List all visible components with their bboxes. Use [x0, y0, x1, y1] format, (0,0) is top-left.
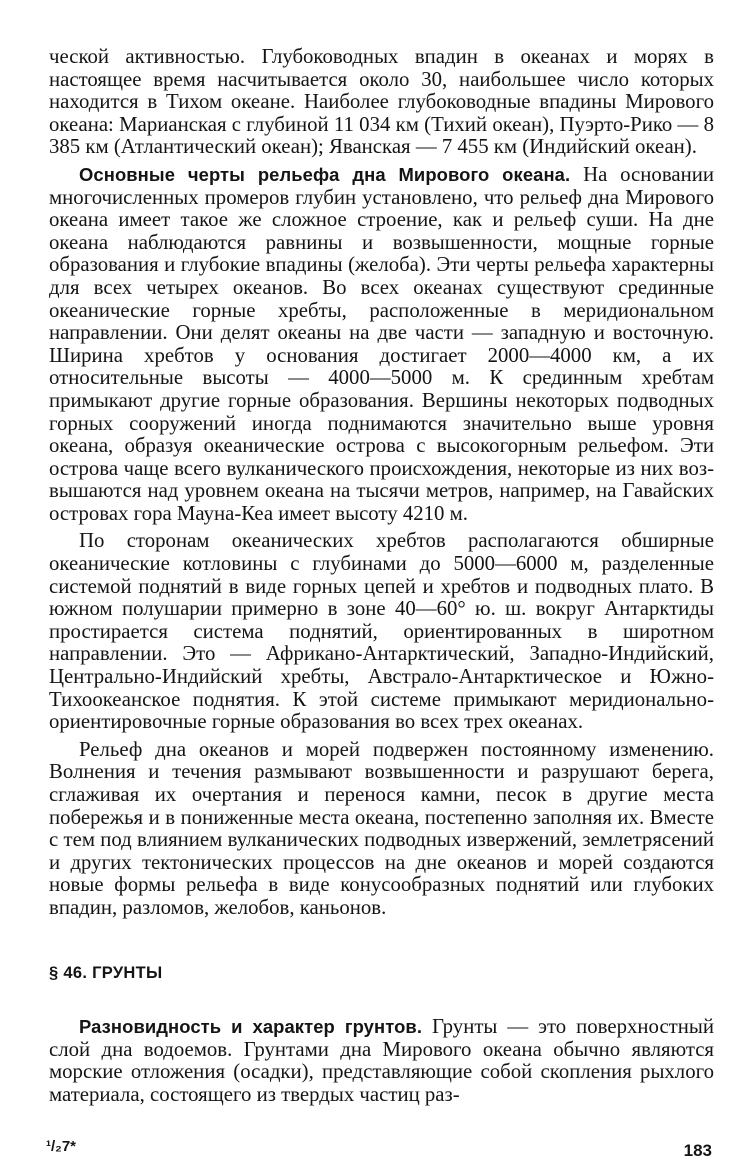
paragraph-lead-heading: Основные черты рельефа дна Мирового океана. [79, 163, 571, 185]
paragraph-soil-types [49, 1016, 714, 1106]
paragraph-text: ческой активностью. Глубоководных впадин в океанах и морях в настоящее время насчитывается около 30, наибольшее число которых находится в Тихом океане. Наиболее глубоководные впадины Мирового океана: Марианская с глубиной 11 034 км (Тихий океан), Пуэрто-Рико — 8 385 км (Атлантический океан); Яванская — 7 455 км (Индийский океан). [49, 45, 714, 159]
printer-signature-mark: ¹/₂7* [46, 1138, 77, 1155]
paragraph-relief-features [49, 164, 714, 526]
paragraph-oceanic-basins [49, 530, 714, 733]
page-number: 183 [683, 1141, 712, 1160]
paragraph-relief-changes [49, 739, 714, 920]
paragraph-text: На основании многочисленных промеров глубин установлено, что рельеф дна Мирового океана имеет такое же сложное строение, как и рельеф суши. На дне океана наблюдаются равнины и возвышенности, мощные горные образования и глубокие впадины (желоба). Эти черты рельефа характерны для всех четырех океанов. Во всех океанах существуют срединные океанические горные хребты, расположенные в меридиональном направлении. Они делят океаны на две части — западную и восточную. Ширина хребтов у основания достигает 2000—4000 км, а их относительные высоты — 4000—5000 м. К срединным хребтам примыкают другие горные образования. Вершины некоторых подводных горных сооружений иногда поднимаются значительно выше уровня океана, образуя океанические острова с высокогорным рельефом. Эти острова чаще всего вулканического происхождения, некоторые из них возвышаются над уровнем океана на тысячи метров, например, на Гавайских островах гора Мауна-Кеа имеет высоту 4210 м. [49, 162, 714, 525]
paragraph-continuation [49, 46, 714, 159]
section-heading: § 46. ГРУНТЫ [49, 964, 163, 982]
paragraph-text: Грунты — это поверхностный слой дна водоемов. Грунтами дна Мирового океана обычно являются морские отложения (осадки), представляющие собой скопления рыхлого материала, состоящего из твердых частиц раз- [49, 1015, 714, 1106]
section-body-text [49, 1016, 714, 1106]
body-text [49, 46, 714, 920]
paragraph-lead-heading: Разновидность и характер грунтов. [79, 1016, 423, 1037]
paragraph-text: По сторонам океанических хребтов располагаются обширные океанические котловины с глубинами до 5000—6000 м, разделенные системой поднятий в виде горных цепей и хребтов и подводных плато. В южном полушарии примерно в зоне 40—60° ю. ш. вокруг Антарктиды простирается система поднятий, ориентированных в широтном направлении. Это — Африкано-Антарктический, Западно-Индийский, Центрально-Индийский хребты, Австрало-Антарктическое и Южно-Тихоокеанское поднятия. К этой системе примыкают меридионально-ориентировочные горные образования во всех трех океанах. [49, 529, 714, 734]
paragraph-text: Рельеф дна океанов и морей подвержен постоянному изменению. Волнения и течения размывают возвышенности и разрушают берега, сглаживая их очертания и перенося камни, песок в другие места побережья и в пониженные места океана, постепенно заполняя их. Вместе с тем под влиянием вулканических подводных извержений, землетрясений и других тектонических процессов на дне океанов и морей создаются новые формы рельефа в виде конусообразных поднятий или глубоких впадин, разломов, желобов, каньонов. [49, 737, 714, 919]
